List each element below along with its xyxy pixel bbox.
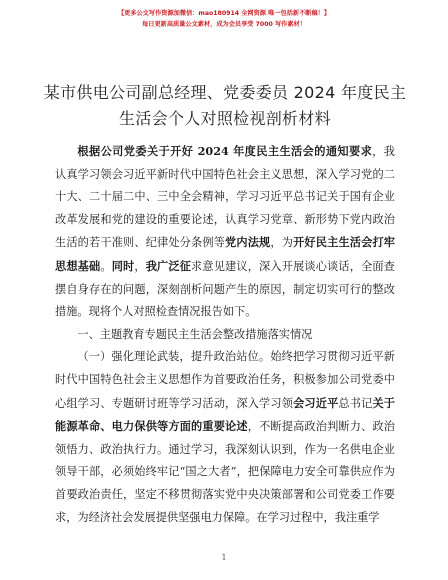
intro-text: 。 xyxy=(100,259,112,273)
intro-text: ，为 xyxy=(270,236,294,250)
page-number: 1 xyxy=(221,553,227,562)
document-title: 某市供电公司副总经理、党委委员 2024 年度民主生活会个人对照检视剖析材料 xyxy=(43,83,407,128)
para-text: ，不断提高政治判断力、政治领悟力、政治执行力。通过学习，我深刻认识到，作为一名供电企业领导干部，必须始终牢记“国之大者”，把保障电力安全可靠供应作为首要政治责任，坚定不移贯彻落实党中央决策部署和公司党委工作要求，为经济社会发展提供坚强电力保障。在学习过程中，我注重学 xyxy=(55,420,395,524)
section-heading-1: 一、主题教育专题民主生活会整改措施落实情况 xyxy=(77,327,313,341)
intro-bold-regulations: 党内法规 xyxy=(225,235,271,250)
intro-text: 求意见建议，深入开展谈心谈话，全面查摆自身存在的问题，深刻剖析问题产生的原因，制定切实可行的整改措施。现将个人对照检查情况报告如下。 xyxy=(55,259,395,319)
banner-line-2: 每日更新高质量公文素材，成为会员享受 7000 写作素材！ xyxy=(142,21,306,28)
intro-lead-bold: 根据公司党委关于开好 2024 年度民主生活会的通知要求 xyxy=(77,144,373,158)
para-bold-xi: 会习近平 xyxy=(293,395,339,410)
intro-text: ， xyxy=(134,259,146,273)
para-bold-discourse: 关于能源革命、电力保供等方面的重要论述 xyxy=(55,395,395,434)
section-1-paragraph-1 xyxy=(55,346,395,529)
intro-paragraph xyxy=(55,140,395,324)
para-text: （一）强化理论武装，提升政治站位。始终把学习贯彻习近平新时代中国特色社会主义思想作为首要政治任务，积极参加公司党委中心组学习、专题研讨班等学习活动，深入学习领 xyxy=(55,350,395,410)
header-banner xyxy=(0,8,448,30)
banner-line-1: 【更多公文写作资源加微信：mao180914 全网资源 唯一包括新不断稿！】 xyxy=(117,10,331,17)
intro-bold-foundation: 开好民主生活会打牢思想基础 xyxy=(55,235,395,273)
intro-text: ，我认真学习领会习近平新时代中国特色社会主义思想，深入学习党的二十大、二十届二中、三中全会精神，学习习近平总书记关于国有企业改革发展和党的建设的重要论述，认真学习党章、新形势下党内政治生活的若干准则、纪律处分条例等 xyxy=(55,145,395,250)
intro-bold-meanwhile: 同时 xyxy=(111,258,135,273)
para-text: 总书记 xyxy=(338,396,373,410)
intro-bold-solicit: 我广泛征 xyxy=(145,258,192,273)
document-body xyxy=(55,140,395,529)
